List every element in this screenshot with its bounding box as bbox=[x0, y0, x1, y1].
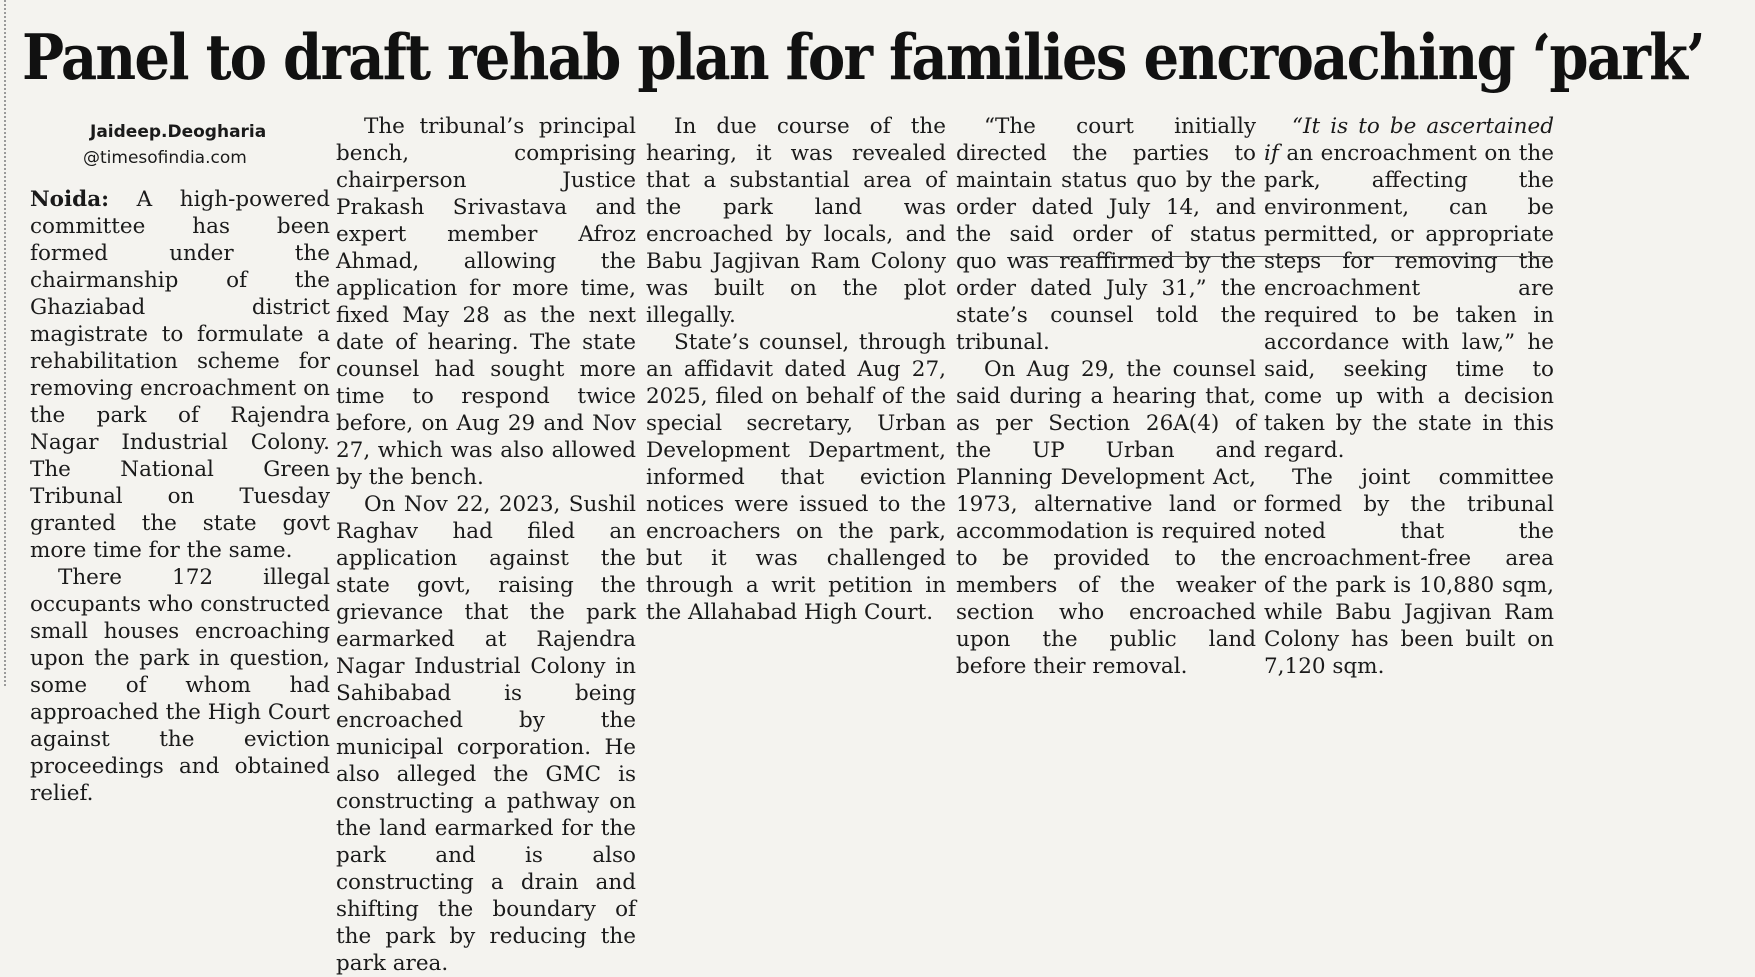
paragraph-1-text: A high-powered committee has been formed under the chairmanship of the Ghaziabad district magistrate to formulate a rehabilitation scheme for removing encroachment on the park of Rajendra Nagar Industrial Colony. The National Green Tribunal on Tuesday granted the state govt more time for the same. bbox=[30, 187, 330, 563]
paragraph-4: On Nov 22, 2023, Sushil Raghav had filed an application against the state govt, raising the grievance that the park earmarked at Rajendra Nagar Industrial Colony in Sahibabad is being encroached by the municipal corporation. He also alleged the GMC is constructing a pathway on the land earmarked for the park and is also constructing a drain and shifting the boundary of the park by reducing the park area. bbox=[336, 492, 636, 976]
headline: Panel to draft rehab plan for families encroaching ‘park’ bbox=[22, 20, 1704, 94]
byline-name: Jaideep.Deogharia bbox=[90, 122, 267, 142]
dateline: Noida: bbox=[30, 187, 110, 212]
article-column-5 bbox=[1264, 113, 1554, 686]
quote-opening: “It is to be ascertained if bbox=[1264, 114, 1554, 166]
paragraph-5: In due course of the hearing, it was revealed that a substantial area of the park land was encroached by locals, and Babu Jagjivan Ram Colony was built on the plot illegally. bbox=[646, 114, 946, 328]
paragraph-8: On Aug 29, the counsel said during a hearing that, as per Section 26A(4) of the UP Urban and Planning Development Act, 1973, alternative land or accommodation is required to be provided to the members of the weaker section who encroached upon the public land before their removal. bbox=[956, 357, 1256, 679]
strikethrough-line bbox=[1020, 256, 1550, 257]
paragraph-6: State’s counsel, through an affidavit dated Aug 27, 2025, filed on behalf of the special secretary, Urban Development Department, informed that eviction notices were issued to the encroachers on the park, but it was challenged through a writ petition in the Allahabad High Court. bbox=[646, 330, 946, 625]
paragraph-1 bbox=[30, 186, 330, 564]
article-column-4 bbox=[956, 113, 1256, 686]
paragraph-2: There 172 illegal occupants who constructed small houses encroaching upon the park in question, some of whom had approached the High Court against the eviction proceedings and obtained relief. bbox=[30, 565, 330, 806]
article-column-2 bbox=[336, 113, 636, 976]
paragraph-9 bbox=[1264, 113, 1554, 464]
paragraph-10: The joint committee formed by the tribunal noted that the encroachment-free area of the park is 10,880 sqm, while Babu Jagjivan Ram Colony has been built on 7,120 sqm. bbox=[1264, 465, 1554, 679]
article-column-1 bbox=[30, 113, 330, 806]
article-column-3 bbox=[646, 113, 946, 686]
byline-handle: @timesofindia.com bbox=[83, 148, 247, 168]
paragraph-7: “The court initially directed the parties to maintain status quo by the order dated July 14, and the said order of status quo was reaffirmed by the order dated July 31,” the state’s counsel told the tribunal. bbox=[956, 114, 1256, 355]
paragraph-3: The tribunal’s principal bench, comprising chairperson Justice Prakash Srivastava and expert member Afroz Ahmad, allowing the application for more time, fixed May 28 as the next date of hearing. The state counsel had sought more time to respond twice before, on Aug 29 and Nov 27, which was also allowed by the bench. bbox=[336, 114, 636, 490]
quote-text: an encroachment on the park, affecting the environment, can be permitted, or appropriate steps for removing the encroachment are required to be taken in accordance with law,” he said, seeking time to come up with a decision taken by the state in this regard. bbox=[1264, 141, 1554, 463]
cut-edge-divider bbox=[4, 0, 6, 686]
